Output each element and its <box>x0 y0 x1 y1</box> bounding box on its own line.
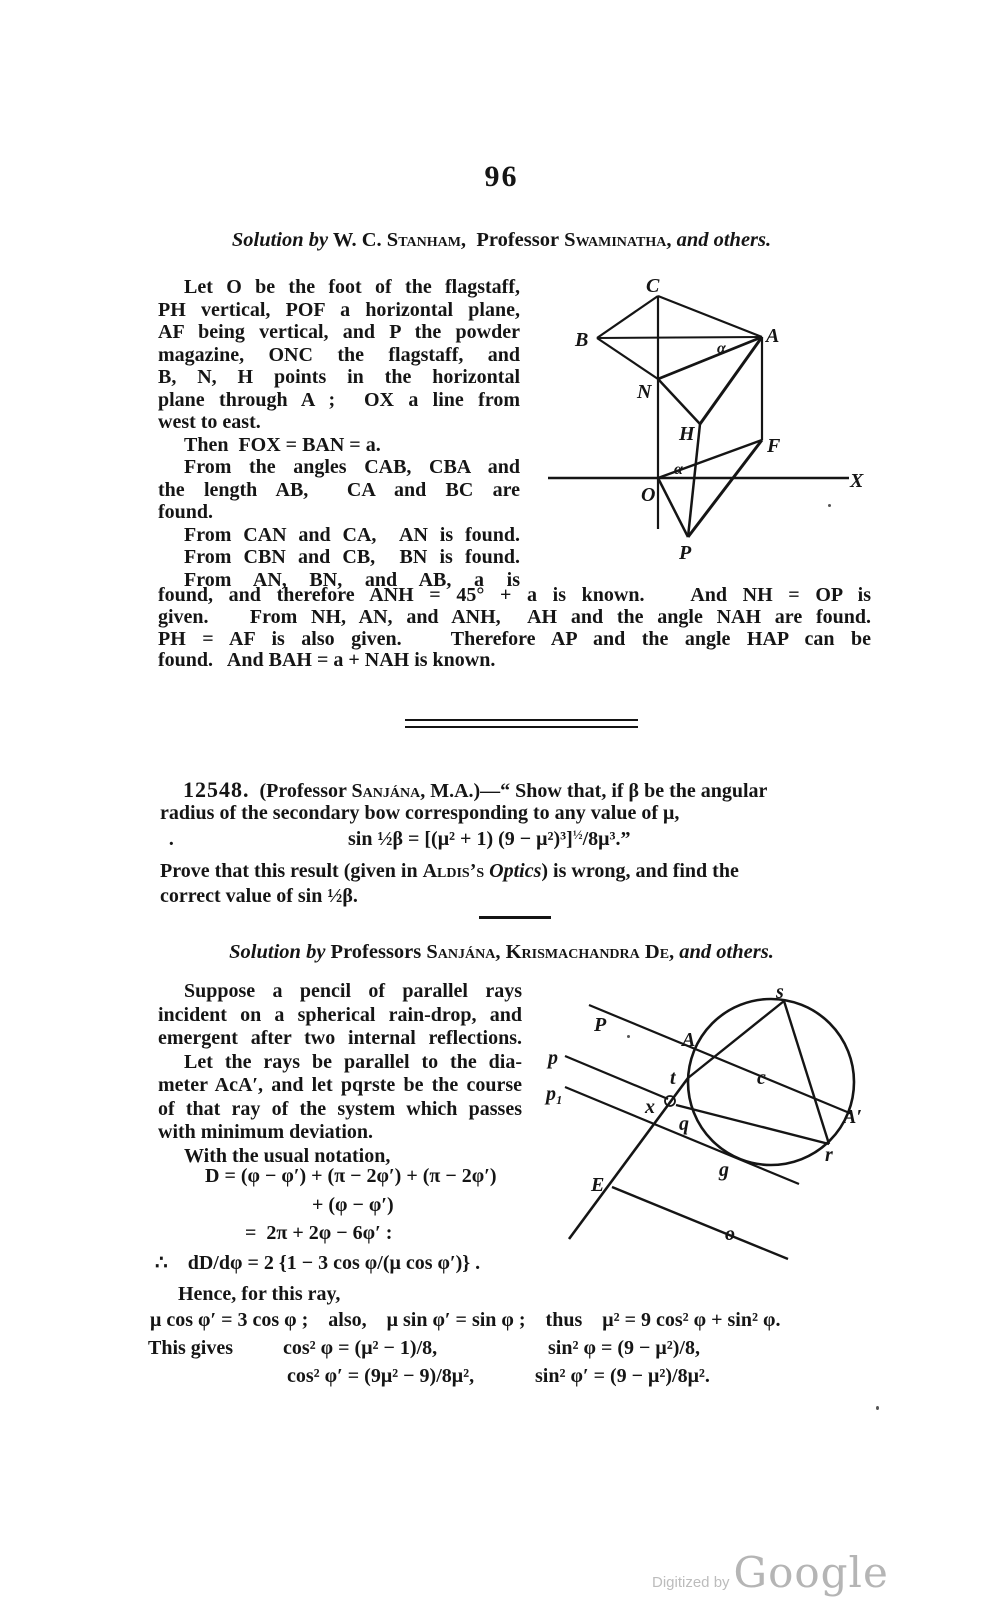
equation-derivative: ∴ dD/dφ = 2 {1 − 3 cos φ/(μ cos φ′)} . <box>155 1252 481 1274</box>
problem-number: 12548. <box>183 777 250 802</box>
text-line: given. From NH, AN, and ANH, AH and the angle NAH are found. <box>158 605 871 628</box>
ink-speck <box>876 1406 879 1410</box>
problem-line1 <box>183 777 767 803</box>
watermark-prefix: Digitized by <box>652 1574 730 1591</box>
fig2-label-A-prime: A′ <box>843 1106 862 1128</box>
fig1-label-X: X <box>850 470 864 492</box>
fig1-label-H: H <box>679 423 695 445</box>
fig1-angle-alpha-O: α <box>674 461 683 478</box>
fig1-label-A: A <box>766 325 780 347</box>
diameter-PAcA <box>589 1005 852 1114</box>
problem-line2: radius of the secondary bow corresponding to any value of μ, <box>160 802 680 824</box>
text-line: incident on a spherical rain-drop, and <box>158 1003 522 1026</box>
fig1-label-N: N <box>637 381 652 403</box>
equation-sin2phi: sin² φ = (9 − μ²)/8, <box>548 1337 700 1359</box>
figure-flagstaff-diagram <box>528 268 892 572</box>
text-line: From CAN and CA, AN is found. <box>184 523 520 546</box>
fig2-label-r: r <box>825 1144 833 1166</box>
equation-D3: = 2π + 2φ − 6φ′ : <box>245 1222 393 1244</box>
text-line: found, and therefore ANH = 45° + a is known. And NH = OP is <box>158 584 871 606</box>
text-line: Then FOX = BAN = a. <box>184 433 381 456</box>
fig2-label-q: q <box>679 1113 689 1135</box>
fig2-label-p1: p₁ <box>546 1083 563 1105</box>
solution1-fullwidth <box>158 585 871 672</box>
equation-cos2phiprime: cos² φ′ = (9μ² − 9)/8μ², <box>287 1365 475 1387</box>
double-rule-bottom <box>405 726 638 728</box>
heading-author2: Krismachandra De, <box>500 941 675 963</box>
heading-author2: Swaminatha, <box>559 229 672 251</box>
formula-exponent: ½ <box>572 827 583 842</box>
ink-speck <box>627 1035 630 1038</box>
text-line: plane through A ; OX a line from <box>158 388 520 411</box>
equation-mu: μ cos φ′ = 3 cos φ ; also, μ sin φ′ = sin φ ; thus μ² = 9 cos² φ + sin² φ. <box>150 1309 781 1331</box>
text-line: west to east. <box>158 411 261 433</box>
raindrop-circle <box>688 999 854 1165</box>
ray-p1 <box>565 1087 799 1184</box>
fig1-label-B: B <box>575 329 589 351</box>
text-line: meter AcA′, and let pqrste be the course <box>158 1074 522 1096</box>
fig2-label-g: g <box>719 1159 729 1181</box>
text-line: With the usual notation, <box>184 1144 391 1167</box>
fig2-label-P: P <box>594 1014 607 1036</box>
edge-BC <box>597 296 658 338</box>
equation-D2: + (φ − φ′) <box>312 1194 394 1216</box>
problem-formula <box>348 827 630 851</box>
watermark <box>652 1548 889 1597</box>
heading-mid: Professor <box>466 229 560 251</box>
edge-OP <box>658 478 688 537</box>
fig2-label-o: o <box>725 1223 735 1245</box>
ink-speck <box>828 504 831 507</box>
double-rule-top <box>405 719 638 721</box>
google-watermark: Google <box>733 1548 889 1597</box>
text-line: Let the rays be parallel to the dia- <box>184 1050 522 1073</box>
equation-cos2phi: cos² φ = (μ² − 1)/8, <box>283 1337 438 1359</box>
text-line: B, N, H points in the horizontal <box>158 366 520 388</box>
heading-tail: and others. <box>674 941 774 963</box>
edge-BA <box>597 337 762 338</box>
solution2-heading <box>0 941 1003 964</box>
fig2-label-s: s <box>776 981 784 1003</box>
heading-author1: W. C. Stanham, <box>328 229 467 251</box>
solution1-heading <box>0 229 1003 252</box>
stray-dot: · <box>168 833 175 855</box>
ray-Eo <box>612 1187 788 1259</box>
text-line: magazine, ONC the flagstaff, and <box>158 343 520 366</box>
text-line: the length AB, CA and BC are <box>158 478 520 501</box>
text-line: with minimum deviation. <box>158 1121 374 1143</box>
page-number: 96 <box>484 160 519 193</box>
fig2-label-t: t <box>670 1067 676 1089</box>
heading-mid: Professors <box>325 941 422 963</box>
heading-tail: and others. <box>671 229 772 251</box>
problem-line4: correct value of sin ½β. <box>160 885 358 907</box>
problem-optics: Optics <box>484 860 542 882</box>
fig1-label-C: C <box>646 275 660 297</box>
text-line: found. And BAH = a + NAH is known. <box>158 649 496 672</box>
fig2-label-c: c <box>757 1067 766 1089</box>
text-line: Suppose a pencil of parallel rays <box>184 980 522 1002</box>
formula-main: sin ½β = [(μ² + 1) (9 − μ²)³] <box>348 828 573 850</box>
short-rule <box>479 916 551 919</box>
problem-line3 <box>160 860 739 883</box>
text-line: PH vertical, POF a horizontal plane, <box>158 298 520 321</box>
equation-sin2phiprime: sin² φ′ = (9 − μ²)/8μ². <box>535 1365 710 1387</box>
fig1-angle-alpha-A: α <box>717 340 726 357</box>
hence-line: Hence, for this ray, <box>178 1283 341 1305</box>
problem-aldis: Aldis’s <box>422 860 485 882</box>
solution1-column <box>158 276 520 591</box>
text-line: From CBN and CB, BN is found. <box>184 546 520 568</box>
heading-author1: Sanjána, <box>421 941 501 963</box>
text-line: of that ray of the system which passes <box>158 1097 522 1120</box>
problem-line3-pre: Prove that this result (given in <box>160 860 423 882</box>
fig1-label-P: P <box>679 542 692 564</box>
this-gives-label: This gives <box>148 1337 234 1359</box>
fig2-label-E: E <box>591 1174 605 1196</box>
heading-lead: Solution by <box>231 229 329 251</box>
fig1-label-O: O <box>641 484 656 506</box>
heading-lead: Solution by <box>229 941 326 963</box>
problem-intro-post: M.A.)—“ Show that, if β be the angular <box>425 780 768 802</box>
fig2-label-p: p <box>548 1047 558 1069</box>
formula-tail: /8μ³.” <box>582 828 631 850</box>
text-line: emergent after two internal reflections. <box>158 1027 522 1049</box>
equation-D: D = (φ − φ′) + (π − 2φ′) + (π − 2φ′) <box>205 1165 497 1187</box>
problem-proposer: Sanjána, <box>351 780 426 802</box>
emergent-ray-tE <box>569 1078 688 1239</box>
problem-intro-pre: (Professor <box>249 780 352 802</box>
text-line: From AN, BN, and AB, a is <box>184 568 520 591</box>
chord-sr <box>784 1001 829 1144</box>
text-line: Let O be the foot of the flagstaff, <box>184 276 520 298</box>
fig2-label-A: A <box>682 1029 696 1051</box>
figure-raindrop-diagram <box>540 976 876 1268</box>
fig2-label-x: x <box>645 1096 655 1118</box>
edge-CA <box>658 296 762 337</box>
fig1-label-F: F <box>767 435 781 457</box>
solution2-column <box>158 980 522 1168</box>
text-line: AF being vertical, and P the powder <box>158 321 520 343</box>
text-line: PH = AF is also given. Therefore AP and the angle HAP can be <box>158 627 871 650</box>
edge-NH <box>658 379 700 424</box>
text-line: found. <box>158 501 214 523</box>
problem-line3-post: ) is wrong, and find the <box>541 860 739 882</box>
text-line: From the angles CAB, CBA and <box>184 456 520 478</box>
edge-BN <box>597 338 658 379</box>
